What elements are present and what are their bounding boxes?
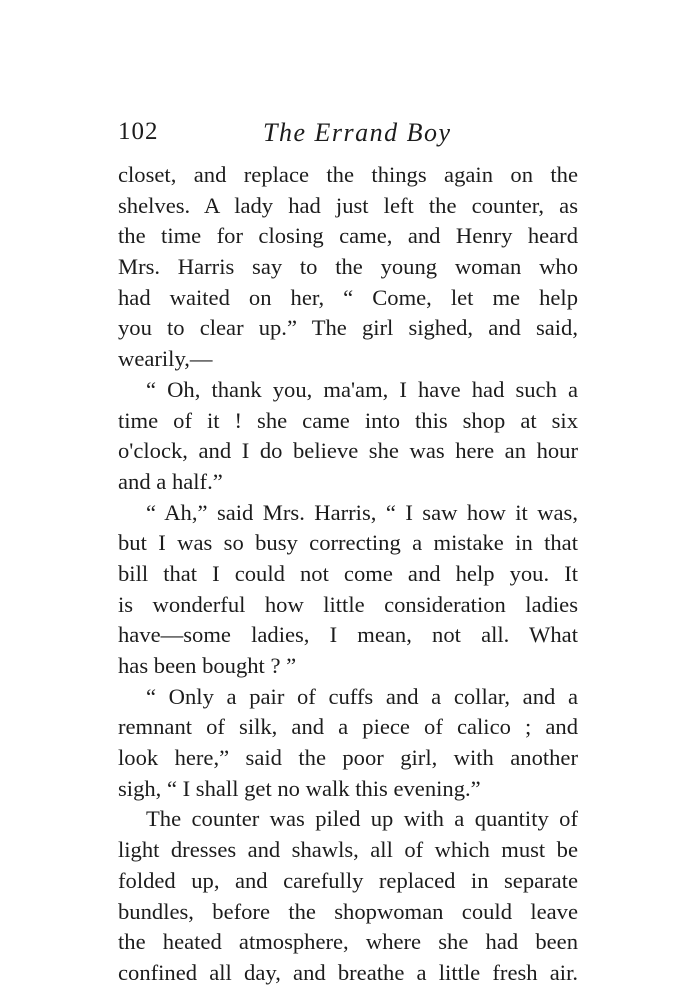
text-line: look here,” said the poor girl, with another [118,745,578,771]
text-line: “ Oh, thank you, ma'am, I have had such a [146,376,578,402]
text-line: The counter was piled up with a quantity of [146,806,578,832]
text-line: closet, and replace the things again on the [118,162,578,187]
text-line: has been bought ? ” [118,653,297,678]
text-line: but I was so busy correcting a mistake in that [118,530,578,556]
text-line: have—some ladies, I mean, not all. What [118,622,578,648]
text-line: confined all day, and breathe a little fresh air. [118,959,578,985]
text-line: bundles, before the shopwoman could leave [118,898,578,924]
text-line: time of it ! she came into this shop at six [118,407,578,433]
text-line: wearily,— [118,346,213,372]
running-head [118,118,578,152]
text-line: had waited on her, “ Come, let me help [118,284,578,310]
text-line: Mrs. Harris say to the young woman who [118,254,578,280]
text-line: “ Ah,” said Mrs. Harris, “ I saw how it was, [146,499,578,525]
text-line: shelves. A lady had just left the counter, as [118,192,578,218]
text-line: sigh, “ I shall get no walk this evening.” [118,775,481,801]
body-text [118,160,578,989]
running-title: The Errand Boy [263,118,452,147]
text-line: “ Only a pair of cuffs and a collar, and a [146,683,578,709]
text-line: o'clock, and I do believe she was here an hour [118,438,578,464]
text-line: you to clear up.” The girl sighed, and said, [118,315,578,341]
text-line: and a half.” [118,468,223,494]
text-line: the time for closing came, and Henry heard [118,223,578,249]
text-line: is wonderful how little consideration ladies [118,591,578,617]
text-line: light dresses and shawls, all of which must be [118,837,578,863]
text-line: the heated atmosphere, where she had been [118,929,578,955]
text-line: remnant of silk, and a piece of calico ; and [118,714,578,740]
page-number: 102 [118,118,159,145]
text-line: folded up, and carefully replaced in separate [118,867,578,893]
text-line: bill that I could not come and help you. It [118,560,578,586]
